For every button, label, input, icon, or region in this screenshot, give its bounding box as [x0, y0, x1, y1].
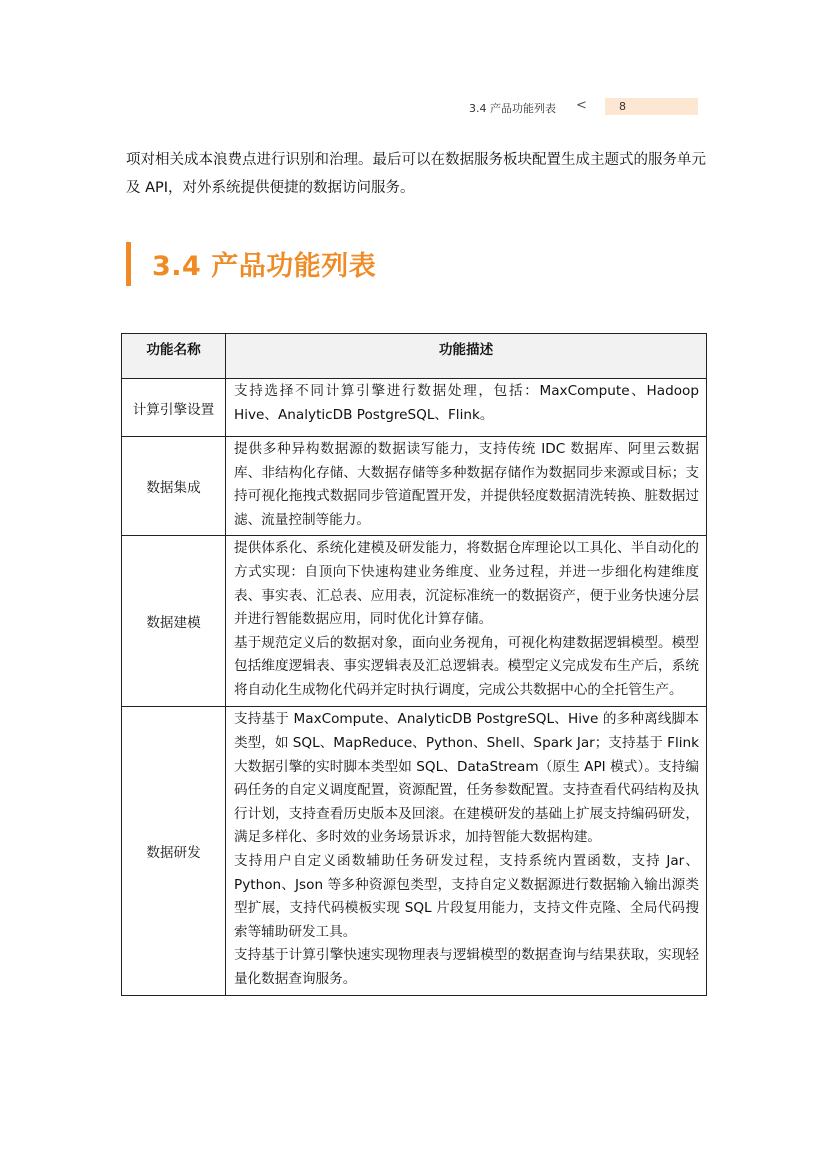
feature-description: [226, 437, 707, 536]
feature-name: 计算引擎设置: [122, 379, 226, 437]
feature-name: 数据集成: [122, 437, 226, 536]
column-header-description: 功能描述: [226, 334, 707, 379]
page-number: 8: [619, 100, 626, 113]
running-header: [455, 97, 700, 117]
description-paragraph: 支持基于 MaxCompute、AnalyticDB PostgreSQL、Hive 的多种离线脚本类型，如 SQL、MapReduce、Python、Shell、Spark Jar；支持基于 Flink 大数据引擎的实时脚本类型如 SQL、DataStream（原生 API 模式）。支持编码任务的自定义调度配置，资源配置，任务参数配置。支持查看代码结构及执行计划，支持查看历史版本及回滚。在建模研发的基础上扩展支持编码研发，满足多样化、多时效的业务场景诉求，加持智能大数据构建。: [234, 711, 699, 846]
table-row: [122, 437, 707, 536]
chevron-left-icon[interactable]: <: [576, 98, 587, 113]
page-number-box: [605, 98, 698, 115]
description-paragraph: 支持选择不同计算引擎进行数据处理，包括：MaxCompute、Hadoop Hive、AnalyticDB PostgreSQL、Flink。: [234, 383, 699, 423]
feature-name: 数据建模: [122, 536, 226, 707]
table-row: [122, 707, 707, 995]
running-header-section: 3.4 产品功能列表: [469, 102, 556, 115]
feature-description: [226, 379, 707, 437]
section-title: 3.4 产品功能列表: [152, 251, 377, 282]
feature-table: [121, 333, 707, 996]
intro-paragraph: 项对相关成本浪费点进行识别和治理。最后可以在数据服务板块配置生成主题式的服务单元及 API，对外系统提供便捷的数据访问服务。: [126, 152, 706, 196]
feature-name: 数据研发: [122, 707, 226, 995]
description-paragraph: 提供体系化、系统化建模及研发能力，将数据仓库理论以工具化、半自动化的方式实现：自顶向下快速构建业务维度、业务过程，并进一步细化构建维度表、事实表、汇总表、应用表，沉淀标准统一的数据资产，便于业务快速分层并进行智能数据应用，同时优化计算存储。: [234, 540, 699, 628]
table-header-row: [122, 334, 707, 379]
feature-description: [226, 707, 707, 995]
section-heading-bar: [126, 242, 131, 286]
column-header-name: 功能名称: [122, 334, 226, 379]
description-paragraph: 支持基于计算引擎快速实现物理表与逻辑模型的数据查询与结果获取，实现轻量化数据查询服务。: [234, 947, 699, 987]
table-row: [122, 379, 707, 437]
table-row: [122, 536, 707, 707]
description-paragraph: 基于规范定义后的数据对象，面向业务视角，可视化构建数据逻辑模型。模型包括维度逻辑表、事实逻辑表及汇总逻辑表。模型定义完成发布生产后，系统将自动化生成物化代码并定时执行调度，完成公共数据中心的全托管生产。: [234, 634, 699, 698]
description-paragraph: 支持用户自定义函数辅助任务研发过程，支持系统内置函数，支持 Jar、Python、Json 等多种资源包类型，支持自定义数据源进行数据输入输出源类型扩展，支持代码模板实现 SQL 片段复用能力，支持文件克隆、全局代码搜索等辅助研发工具。: [234, 852, 699, 940]
feature-description: [226, 536, 707, 707]
description-paragraph: 提供多种异构数据源的数据读写能力，支持传统 IDC 数据库、阿里云数据库、非结构化存储、大数据存储等多种数据存储作为数据同步来源或目标；支持可视化拖拽式数据同步管道配置开发，并提供轻度数据清洗转换、脏数据过滤、流量控制等能力。: [234, 441, 699, 528]
